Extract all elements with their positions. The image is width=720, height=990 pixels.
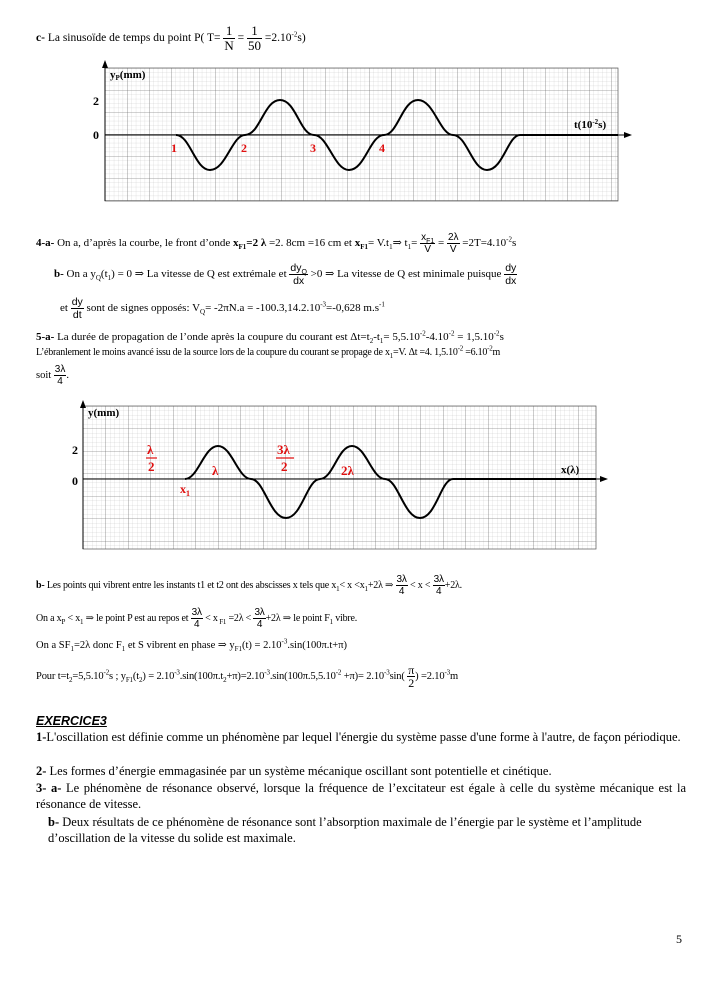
graph2-y-label: y(mm) [88,407,120,419]
graph2-x-label: x(λ) [561,464,580,476]
part-c-text: La sinusoïde de temps du point P( T= [47,32,221,45]
q5b-line1: b- Les points qui vibrent entre les instants t1 et t2 ont des abscisses x tels que $x_1< x <x_1+2\lambda$ ⇒ $\frac{3\lambda}{4}$ < x < $\frac{3\lambda}{4}$ +2λ. [36,574,462,597]
graph1-tick-0: 0 [93,128,99,142]
ex3-item-3a: 3- a- Le phénomène de résonance observé, lorsque la fréquence de l’excitateur est égale à celle du système mécanique est la résonance de vitesse. [36,781,687,811]
svg-text:2: 2 [281,459,288,474]
q4b-line2: et $\frac{dy}{dt}$ sont de signes opposés: $V_Q= -2\pi N.a = -100.3,14.2.10^{-3}=-0,628$ $m.s^{-1}$ [60,296,385,321]
exercice3-title: EXERCICE3 [36,714,107,728]
svg-text:3λ: 3λ [277,442,290,457]
q5b-line3: On a $SF_1=2\lambda$ donc $F_1$ et S vibrent en phase ⇒ $y_{F1}(t) = 2.10^{-3}.\sin(100\pi.t+\pi)$ [36,637,348,654]
page-number: 5 [676,932,682,946]
graph2-marker-x1: $x_1$ [180,482,190,498]
part-c-label: c- [36,32,45,45]
fraction-1-over-50: $\frac{1}{50}$ [248,23,262,53]
q4a-line: 4-a- On a, d’après la courbe, le front d’onde $x_{F1}=2$ λ =2. 8cm =16 cm et $x_{F1}=$ $V.t_1\Rightarrow$ $t_1=$ $\frac{x_{F1}}{V}$ = $\frac{2\lambda}{V}$ $=2T=4.10^{-2}s$ [36,232,517,255]
graph2-marker-lambda: λ [212,463,219,478]
ex3-item-1: 1-L'oscillation est définie comme un phénomène par lequel l'énergie du système passe d'une forme à l'autre, de façon périodique. [36,730,681,744]
graph1-marker-2: 2 [241,141,247,155]
q5b-line4: Pour $t=t_2=5,5.10^{-2}s$ ; $y_{F1}(t_2) = 2.10^{-3}.\sin(100\pi.t_2+\pi)=2.10^{-3}.\sin(100\pi.5,5.10^{-2} +\pi)= 2.10^{-3}\sin$( $\frac{\pi}{2}$ ) $=2.10^{-3}m$ [36,663,459,690]
q5b-line2: On a $x_P < x_1$ ⇒ le point P est au repos et $\frac{3\lambda}{4}$ < x $_{F1}$ =2λ < $\frac{3\lambda}{4}$ +2λ ⇒ le point $F_1$ vibre. [36,607,358,630]
graph2-marker-2lambda: 2λ [341,463,354,478]
graph1-marker-4: 4 [379,141,385,155]
ex3-item-2: 2- Les formes d’énergie emmagasinée par un système mécanique oscillant sont potentielle et cinétique. [36,764,552,778]
svg-text:2: 2 [148,459,155,474]
graph1-x-label: $t(10^{-2}s)$ [574,118,607,131]
q4b-line1: b- On a $y_Q(t_1) = 0$ ⇒ La vitesse de Q est extrémale et $\frac{dy_Q}{dx}$ >0 ⇒ La vitesse de Q est minimale puisque $\frac{dy}{dx}$ [54,262,517,287]
graph-1-time-sinusoid [0,60,720,210]
graph-2-space-sinusoid [0,398,720,558]
graph1-marker-3: 3 [310,141,316,155]
graph1-y-label: yP(mm) [110,69,146,82]
graph2-tick-2: 2 [72,443,78,457]
graph1-tick-2: 2 [93,94,99,108]
ex3-item-3b: b- Deux résultats de ce phénomène de résonance sont l’absorption maximale de l’énergie par le système et l’amplitude d’oscillation de la vitesse du solide est maximale. [48,815,642,845]
q5a-line2: L’ébranlement le moins avancé issu de la source lors de la coupure du courant se propage de $x_1=V$. Δt =4. $1,5.10^{-2} =6.10^{-2}m$ [36,344,501,360]
fraction-1-over-n: $\frac{1}{N}$ [224,23,234,53]
graph1-marker-1: 1 [171,141,177,155]
q5a-line3: soit $\frac{3\lambda}{4}$ . [36,364,69,387]
svg-text:λ: λ [147,442,154,457]
part-c-line: c- La sinusoïde de temps du point P( T= $\frac{1}{N}$ = $\frac{1}{50}$ $=2.10^{-2}s$) [36,23,306,53]
q5a-line1: 5-a- La durée de propagation de l’onde après la coupure du courant est $\Delta t=t_2-t_1= 5,5.10^{-2}-4.10^{-2} = 1,5.10^{-2}s$ [36,329,504,346]
graph2-tick-0: 0 [72,474,78,488]
